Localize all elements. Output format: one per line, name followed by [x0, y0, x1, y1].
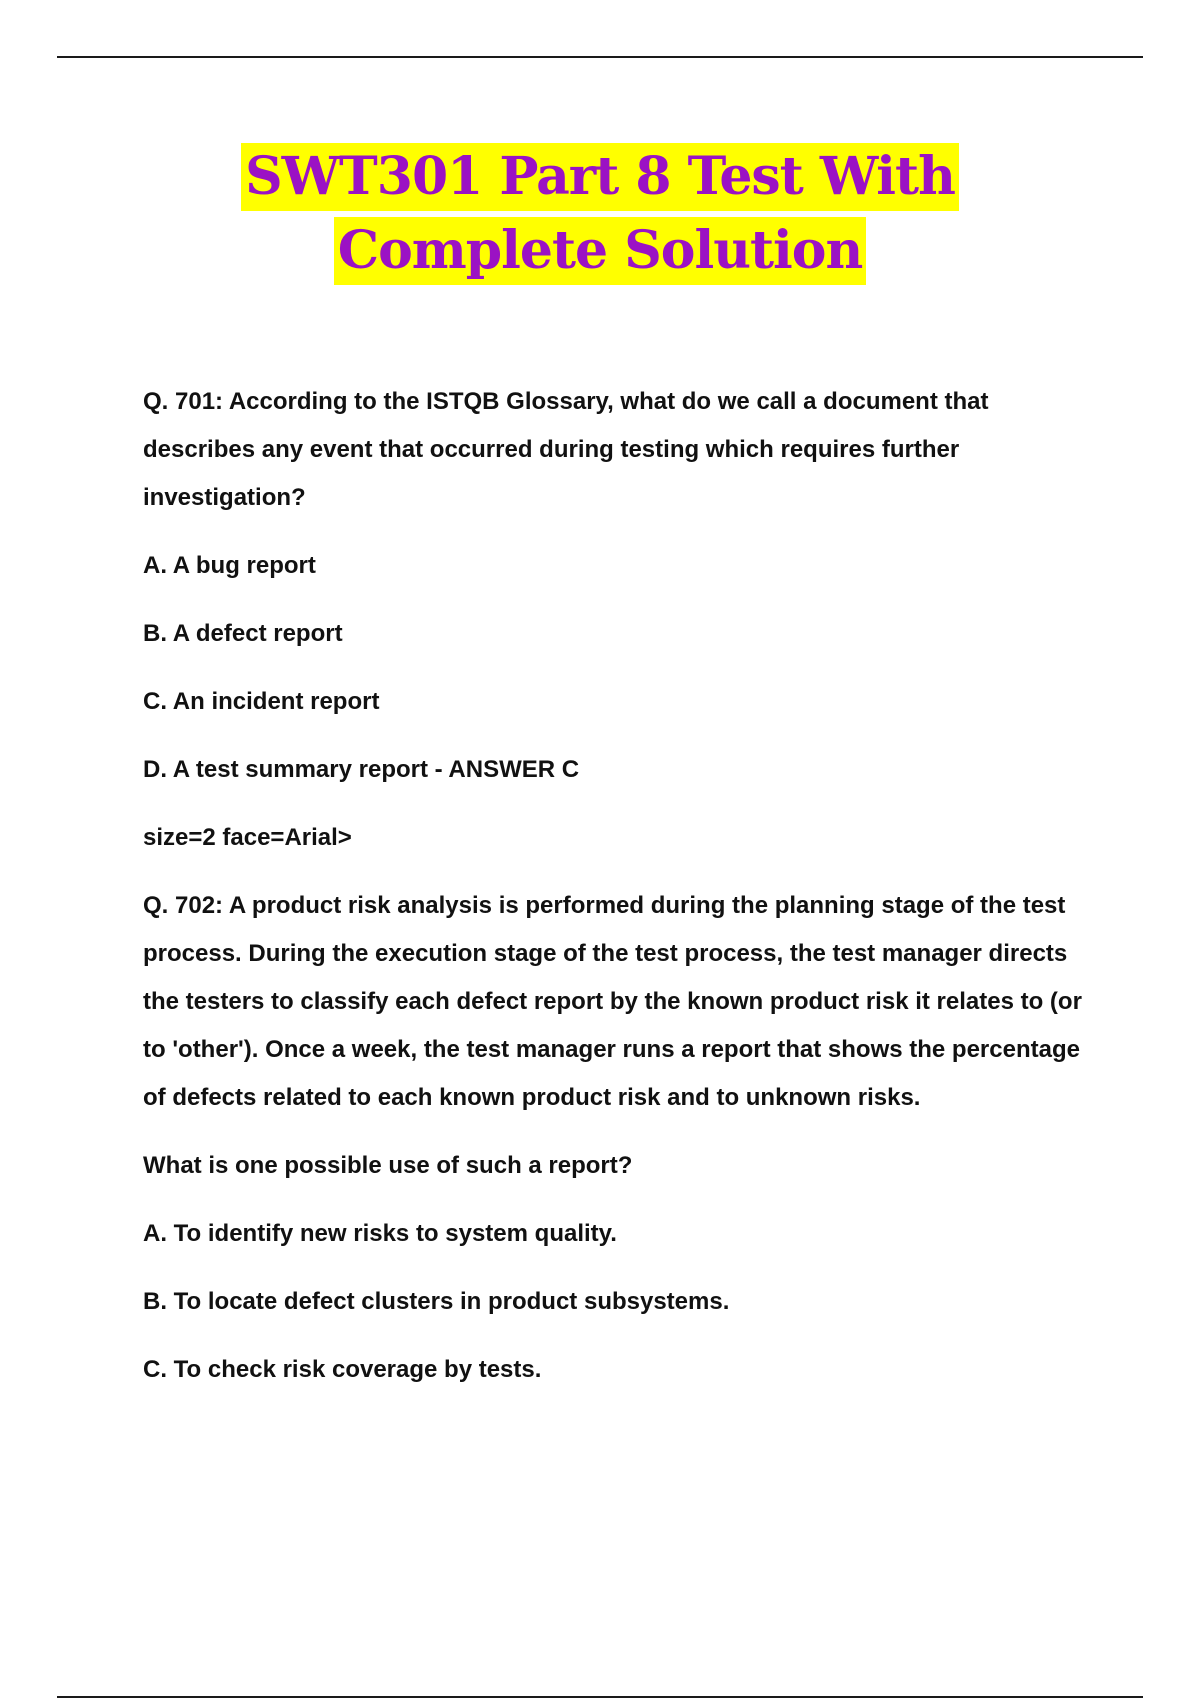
q701-option-d-answer: D. A test summary report - ANSWER C	[143, 756, 580, 783]
top-rule	[57, 56, 1143, 58]
title-line-2: Complete Solution	[334, 217, 867, 285]
q702-option-b: B. To locate defect clusters in product subsystems.	[143, 1288, 730, 1315]
q702-option-c: C. To check risk coverage by tests.	[143, 1356, 542, 1383]
question-701: Q. 701: According to the ISTQB Glossary, what do we call a document that describes any event that occurred during testing which requires further investigation?	[143, 388, 989, 511]
bottom-rule	[57, 1696, 1143, 1698]
q701-option-a: A. A bug report	[143, 552, 316, 579]
stray-markup-text: size=2 face=Arial>	[143, 824, 352, 851]
title-line-1: SWT301 Part 8 Test With	[241, 143, 959, 211]
q701-option-b: B. A defect report	[143, 620, 343, 647]
document-title	[0, 143, 1200, 285]
q701-option-c: C. An incident report	[143, 688, 380, 715]
document-body	[143, 378, 1103, 1414]
question-702: Q. 702: A product risk analysis is performed during the planning stage of the test process. During the execution stage of the test process, the test manager directs the testers to classify each defect report by the known product risk it relates to (or to 'other'). Once a week, the test manager runs a report that shows the percentage of defects related to each known product risk and to unknown risks.	[143, 892, 1082, 1111]
q702-option-a: A. To identify new risks to system quality.	[143, 1220, 617, 1247]
question-702-prompt: What is one possible use of such a report?	[143, 1152, 633, 1179]
